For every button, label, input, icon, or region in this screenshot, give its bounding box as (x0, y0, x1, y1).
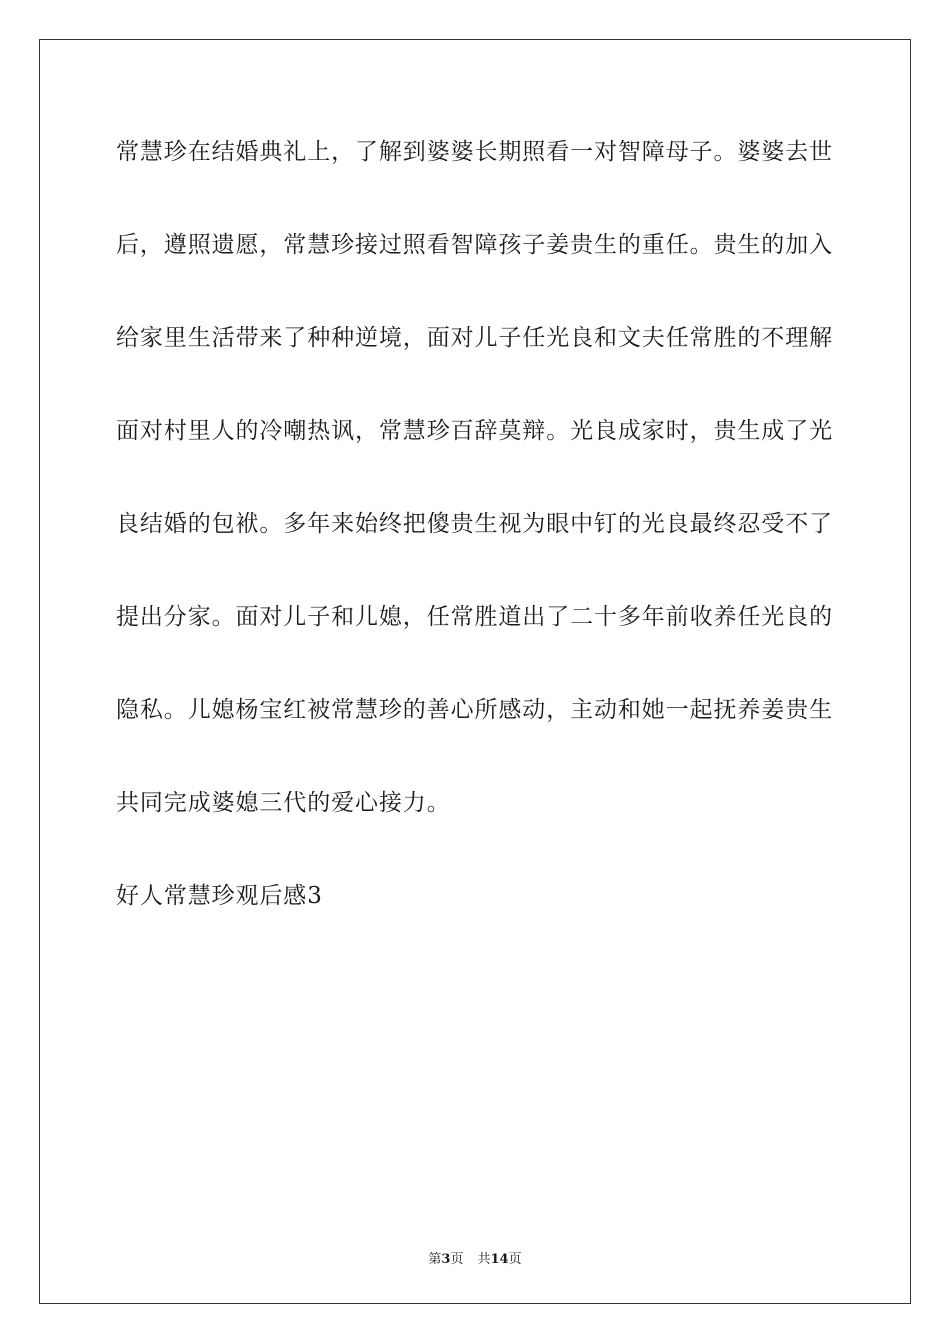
paragraph-line: 给家里生活带来了种种逆境，面对儿子任光良和文夫任常胜的不理解 (116, 325, 833, 351)
total-label-suffix: 页 (508, 1252, 522, 1267)
document-body (116, 126, 836, 963)
paragraph-line: 后，遵照遗愿，常慧珍接过照看智障孩子姜贵生的重任。贵生的加入 (116, 232, 833, 258)
page-label-suffix: 页 (450, 1252, 464, 1267)
total-pages: 14 (490, 1252, 509, 1267)
paragraph-line: 面对村里人的冷嘲热讽，常慧珍百辞莫辩。光良成家时，贵生成了光 (116, 418, 833, 444)
paragraph-line: 良结婚的包袱。多年来始终把傻贵生视为眼中钉的光良最终忍受不了 (116, 511, 833, 537)
section-heading: 好人常慧珍观后感3 (116, 883, 323, 909)
page-footer (0, 1248, 950, 1267)
paragraph-line: 常慧珍在结婚典礼上，了解到婆婆长期照看一对智障母子。婆婆去世 (116, 139, 833, 165)
page-label-prefix: 第 (428, 1252, 442, 1267)
page-number: 3 (441, 1252, 451, 1267)
paragraph-line: 提出分家。面对儿子和儿媳，任常胜道出了二十多年前收养任光良的 (116, 604, 833, 630)
total-label-prefix: 共 (477, 1252, 491, 1267)
paragraph-line: 共同完成婆媳三代的爱心接力。 (116, 790, 451, 816)
paragraph-line: 隐私。儿媳杨宝红被常慧珍的善心所感动，主动和她一起抚养姜贵生 (116, 697, 833, 723)
